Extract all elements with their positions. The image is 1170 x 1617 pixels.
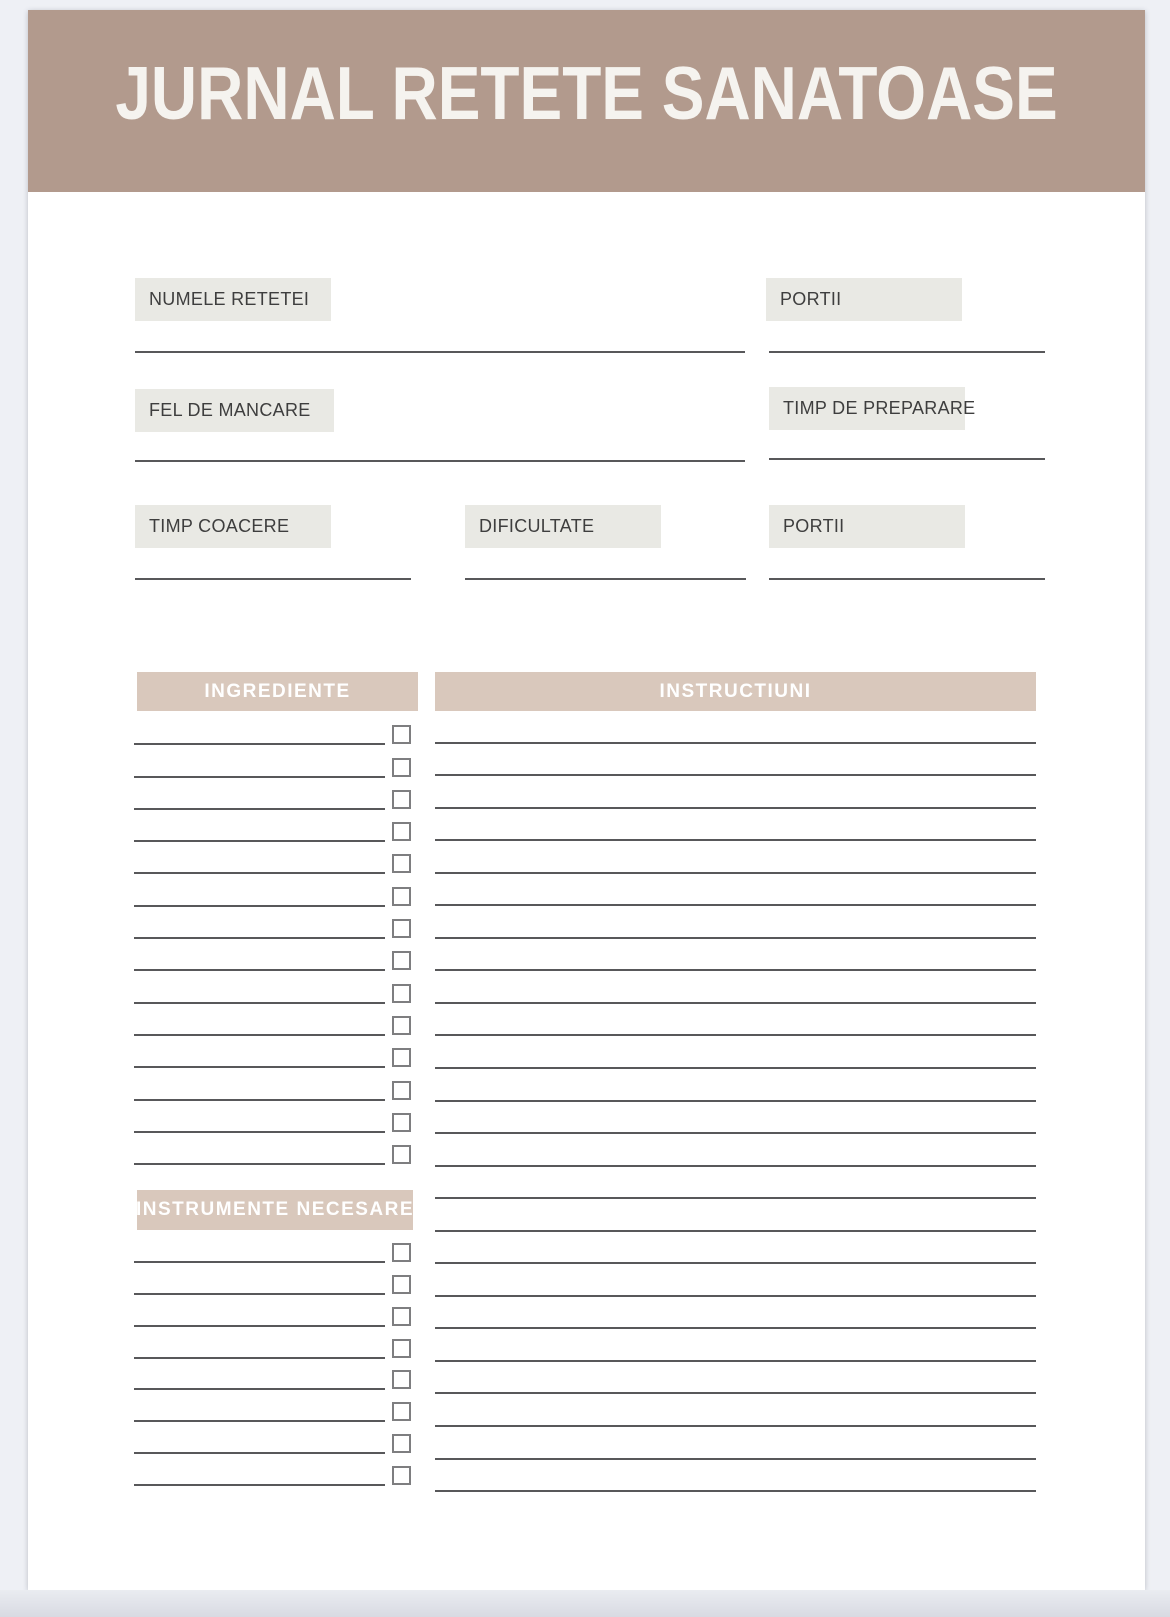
tool-checkbox	[392, 1402, 411, 1421]
ingredient-checkbox	[392, 854, 411, 873]
ingredient-row	[134, 907, 411, 939]
ingredient-row	[134, 842, 411, 874]
ingredient-checkbox	[392, 758, 411, 777]
instruction-row	[435, 906, 1036, 939]
instruction-row	[435, 1329, 1036, 1362]
field-line-bake-time	[135, 578, 411, 580]
instruction-row	[435, 841, 1036, 874]
instruction-row	[435, 711, 1036, 744]
section-title-ingredients: INGREDIENTE	[204, 680, 351, 702]
field-label-prep-time: TIMP DE PREPARARE	[769, 387, 965, 430]
tool-checkbox	[392, 1275, 411, 1294]
instruction-row	[435, 1167, 1036, 1200]
ingredient-row	[134, 1101, 411, 1133]
tool-checkbox	[392, 1243, 411, 1262]
ingredient-row	[134, 1004, 411, 1036]
field-line-difficulty	[465, 578, 746, 580]
section-title-instructions: INSTRUCTIUNI	[659, 680, 812, 702]
ingredient-checkbox	[392, 984, 411, 1003]
instruction-row	[435, 776, 1036, 809]
ingredient-row	[134, 1133, 411, 1165]
instruction-row	[435, 1297, 1036, 1330]
tool-row	[134, 1263, 411, 1295]
section-header-ingredients	[137, 672, 418, 711]
instruction-row	[435, 1069, 1036, 1102]
ingredient-checkbox	[392, 1113, 411, 1132]
instruction-row	[435, 1427, 1036, 1460]
tool-row	[134, 1390, 411, 1422]
ingredient-checkbox	[392, 1145, 411, 1164]
ingredient-row	[134, 1068, 411, 1100]
instruction-row	[435, 1036, 1036, 1069]
section-title-tools: INSTRUMENTE NECESARE	[135, 1199, 415, 1220]
tool-blank-line	[134, 1484, 385, 1486]
instruction-row	[435, 1460, 1036, 1493]
instruction-row	[435, 1264, 1036, 1297]
ingredient-row	[134, 745, 411, 777]
tool-row	[134, 1454, 411, 1486]
instruction-row	[435, 1394, 1036, 1427]
instruction-row	[435, 1004, 1036, 1037]
field-label-dish-type: FEL DE MANCARE	[135, 389, 334, 432]
ingredient-checkbox	[392, 1081, 411, 1100]
field-line-servings-top	[769, 351, 1045, 353]
ingredient-checkbox	[392, 790, 411, 809]
instruction-row	[435, 1134, 1036, 1167]
instruction-row	[435, 1232, 1036, 1265]
instruction-blank-line	[435, 1490, 1036, 1492]
tool-checkbox	[392, 1434, 411, 1453]
ingredient-blank-line	[134, 1163, 385, 1165]
ingredient-row	[134, 971, 411, 1003]
ingredient-row	[134, 778, 411, 810]
field-line-dish-type	[135, 460, 745, 462]
section-header-tools	[137, 1190, 413, 1230]
tool-checkbox	[392, 1466, 411, 1485]
page-title: JURNAL RETETE SANATOASE	[115, 50, 1058, 136]
tool-checkbox	[392, 1307, 411, 1326]
ingredient-row	[134, 1036, 411, 1068]
instruction-row	[435, 744, 1036, 777]
section-header-instructions	[435, 672, 1036, 711]
field-label-difficulty: DIFICULTATE	[465, 505, 661, 548]
ingredient-checkbox	[392, 887, 411, 906]
field-label-recipe-name: NUMELE RETETEI	[135, 278, 331, 321]
tool-row	[134, 1295, 411, 1327]
field-line-servings-bottom	[769, 578, 1045, 580]
page-header-band	[28, 10, 1145, 192]
ingredients-list	[134, 713, 411, 1165]
tool-checkbox	[392, 1370, 411, 1389]
instruction-row	[435, 874, 1036, 907]
ingredient-row	[134, 874, 411, 906]
tool-row	[134, 1231, 411, 1263]
field-label-servings-top: PORTII	[766, 278, 962, 321]
ingredient-checkbox	[392, 725, 411, 744]
ingredient-row	[134, 713, 411, 745]
tool-row	[134, 1422, 411, 1454]
ingredient-checkbox	[392, 1048, 411, 1067]
tool-checkbox	[392, 1339, 411, 1358]
instruction-row	[435, 1102, 1036, 1135]
canvas-bottom-strip	[0, 1590, 1170, 1617]
instruction-row	[435, 1199, 1036, 1232]
tool-row	[134, 1327, 411, 1359]
field-line-recipe-name	[135, 351, 745, 353]
instruction-row	[435, 1362, 1036, 1395]
recipe-journal-page	[28, 10, 1145, 1590]
instructions-list	[435, 711, 1036, 1492]
ingredient-checkbox	[392, 919, 411, 938]
ingredient-checkbox	[392, 951, 411, 970]
instruction-row	[435, 809, 1036, 842]
field-label-servings-bottom: PORTII	[769, 505, 965, 548]
instruction-row	[435, 971, 1036, 1004]
instruction-row	[435, 939, 1036, 972]
field-line-prep-time	[769, 458, 1045, 460]
tools-list	[134, 1231, 411, 1486]
tool-row	[134, 1359, 411, 1391]
ingredient-checkbox	[392, 822, 411, 841]
ingredient-row	[134, 810, 411, 842]
ingredient-row	[134, 939, 411, 971]
ingredient-checkbox	[392, 1016, 411, 1035]
field-label-bake-time: TIMP COACERE	[135, 505, 331, 548]
